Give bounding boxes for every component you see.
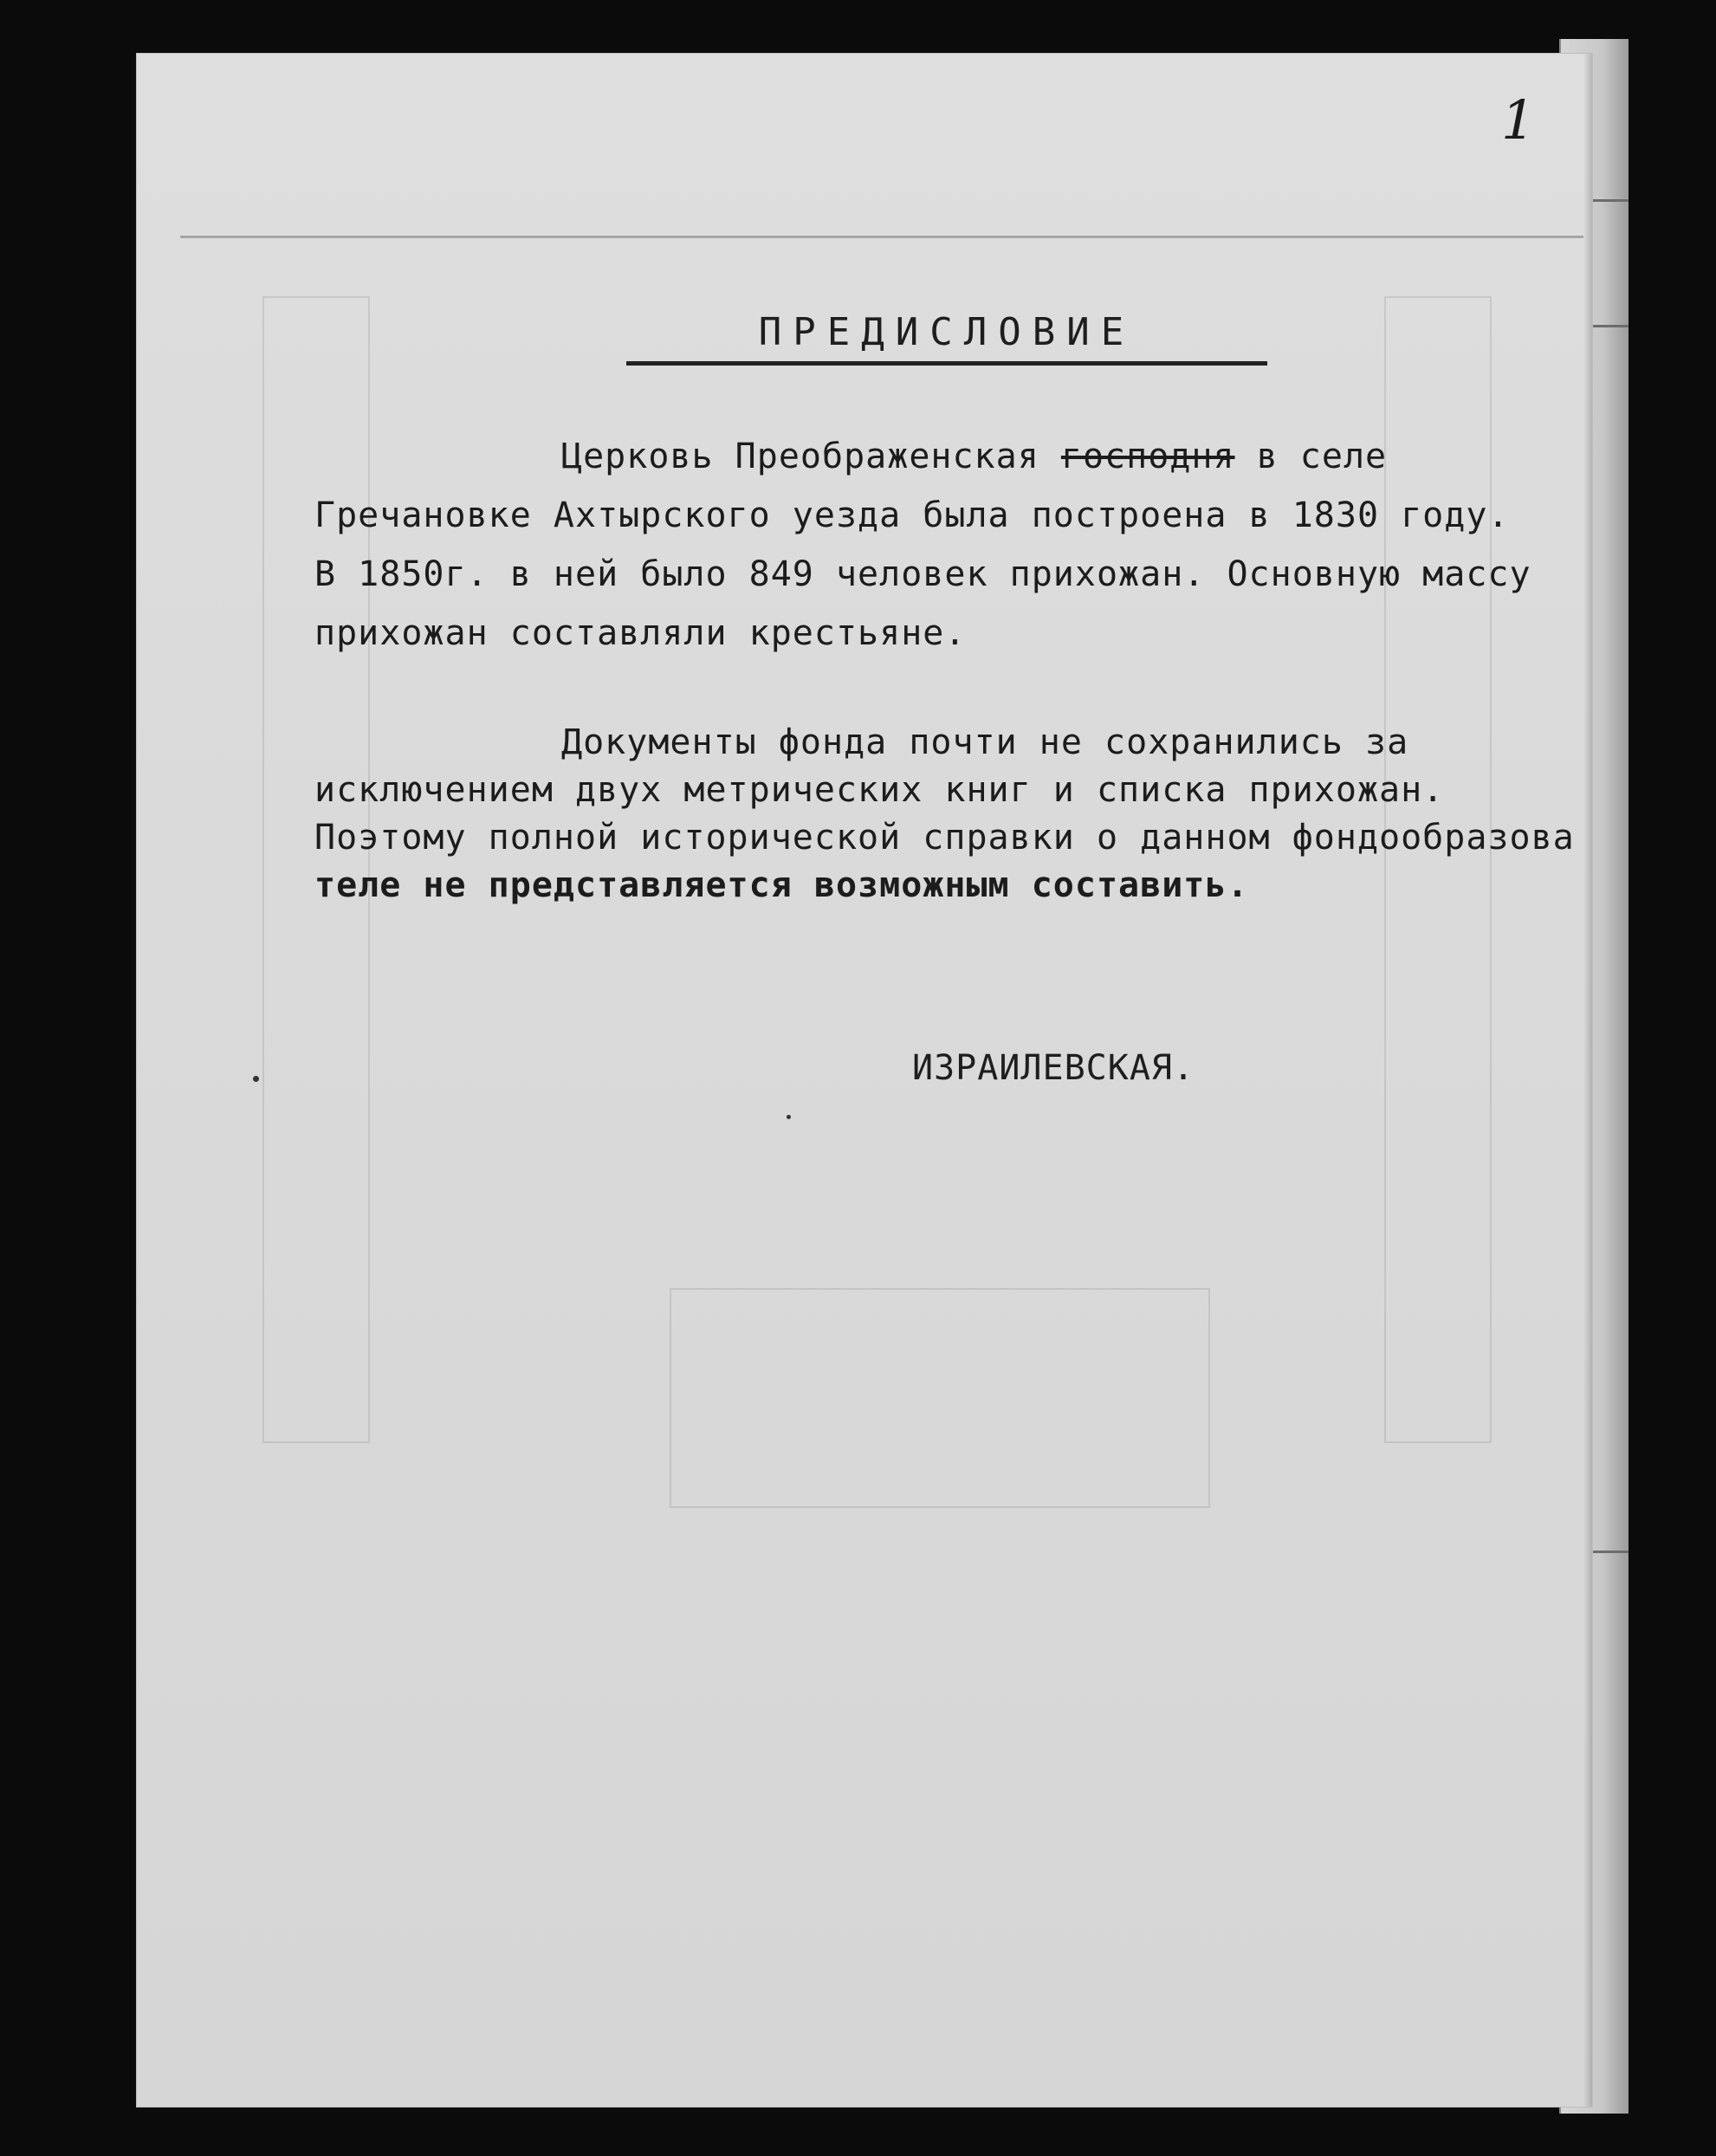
speck [253, 1076, 259, 1082]
sheet-tick [1587, 325, 1629, 327]
paragraph2-line4: теле не представляется возможным составить. [314, 865, 1249, 905]
bleed-through-shape [1384, 296, 1492, 1443]
page-number: 1 [1501, 88, 1536, 152]
paragraph1-line2: Гречановке Ахтырского уезда была построена в 1830 году. [314, 495, 1510, 535]
scan-artifact-line [180, 236, 1583, 238]
bleed-through-stamp [670, 1288, 1210, 1508]
sheet-tick [1587, 1551, 1629, 1553]
paragraph1-line1 [561, 439, 1387, 474]
paragraph2-line1: Документы фонда почти не сохранились за [561, 722, 1409, 762]
paragraph2-line3: Поэтому полной исторической справки о данном фондообразова [314, 818, 1575, 858]
paragraph1-line4: прихожан составляли крестьяне. [314, 613, 967, 653]
document-title: ПРЕДИСЛОВИЕ [626, 310, 1267, 366]
sheet-tick [1587, 199, 1629, 202]
text-run: в селе [1234, 437, 1388, 476]
struck-word: господня [1060, 437, 1235, 476]
page-edge-shadow [1583, 54, 1592, 2107]
document-page [137, 54, 1592, 2107]
speck [787, 1115, 791, 1119]
signature: ИЗРАИЛЕВСКАЯ. [912, 1048, 1195, 1088]
text-run: Церковь Преображенская [561, 437, 1061, 476]
paragraph1-line3: В 1850г. в ней было 849 человек прихожан. Основную массу [314, 554, 1531, 594]
paragraph2-line2: исключением двух метрических книг и списка прихожан. [314, 770, 1445, 810]
